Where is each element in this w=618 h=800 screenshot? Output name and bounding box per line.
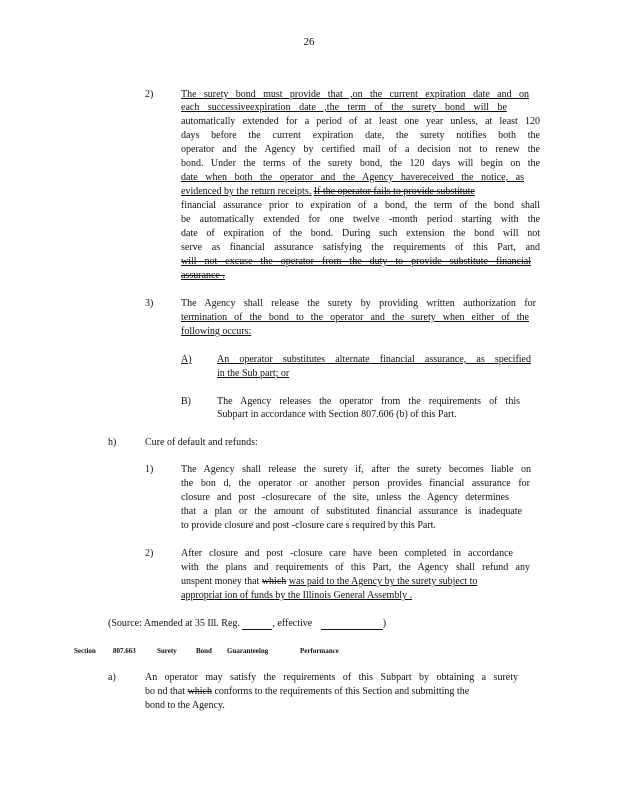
item-2-line: bond. Under the terms of the surety bond, the 120 days will begin on the bbox=[181, 158, 540, 169]
item-2-line: operator and the Agency by certified mail of a decision not to renew the bbox=[181, 144, 540, 155]
section-title-word: Bond bbox=[196, 647, 212, 655]
source-mid: , effective bbox=[272, 618, 313, 629]
section-a-label: a) bbox=[108, 672, 116, 683]
h-item-1-line: the bon d, the operator or another person provides financial assurance for bbox=[181, 478, 530, 489]
h-item-1-line: to provide closure and post -closure care s required by this Part. bbox=[181, 520, 436, 531]
section-a-line: bond to the Agency. bbox=[145, 700, 225, 711]
section-title-word: Guaranteeing bbox=[227, 647, 269, 655]
item-2-line: The surety bond must provide that ,on the current expiration date and on bbox=[181, 89, 529, 100]
h-item-2-struck: which bbox=[261, 576, 287, 587]
item-2-line: be automatically extended for one twelve -month period starting with the bbox=[181, 214, 540, 225]
section-a-text: bo nd that bbox=[145, 686, 185, 697]
h-item-1-line: that a plan or the amount of substituted financial assurance is inadequate bbox=[181, 506, 522, 517]
item-2-line: financial assurance prior to expiration of a bond, the term of the bond shall bbox=[181, 200, 540, 211]
item-2-line: date when both the operator and the Agency havereceived the notice, as bbox=[181, 172, 524, 183]
h-item-2-line: with the plans and requirements of this Part, the Agency shall refund any bbox=[181, 562, 530, 573]
item-2-label: 2) bbox=[145, 89, 154, 100]
h-item-2-text: unspent money that bbox=[181, 576, 260, 587]
item-3-line: following occurs: bbox=[181, 326, 252, 337]
item-2-line-underlined: evidenced by the return receipts. bbox=[181, 186, 312, 197]
section-a-text: conforms to the requirements of this Section and submitting the bbox=[214, 686, 470, 697]
source-prefix: (Source: Amended at 35 Ill. Reg. bbox=[108, 618, 240, 629]
h-item-2-line bbox=[181, 575, 532, 588]
h-item-2-label: 2) bbox=[145, 548, 154, 559]
item-3a-line: in the Sub part; or bbox=[217, 368, 290, 379]
h-item-2-line: appropriat ion of funds by the Illinois General Assembly . bbox=[181, 590, 413, 601]
h-item-2-fragment bbox=[181, 575, 477, 588]
section-a-struck: which bbox=[187, 686, 212, 697]
h-label: h) bbox=[108, 437, 117, 448]
section-a-line: An operator may satisfy the requirements of this Subpart by obtaining a surety bbox=[145, 672, 518, 683]
item-3-line: The Agency shall release the surety by providing written authorization for bbox=[181, 298, 536, 309]
source-reg-blank bbox=[242, 619, 272, 630]
section-a-fragment bbox=[145, 685, 469, 698]
item-3-label: 3) bbox=[145, 298, 154, 309]
item-3a-label bbox=[181, 353, 192, 366]
item-2-line: automatically extended for a period of at least one year unless, at least 120 bbox=[181, 116, 540, 127]
item-3a-label-text: A) bbox=[181, 354, 192, 365]
item-2-line: will not excuse the operator from the duty to provide substitute financial bbox=[181, 256, 531, 267]
h-item-1-line: The Agency shall release the surety if, after the surety becomes liable on bbox=[181, 464, 531, 475]
section-title-word: Performance bbox=[300, 647, 339, 655]
item-2-line bbox=[181, 185, 475, 198]
source-suffix: ) bbox=[382, 618, 387, 629]
h-item-2-inserted: was paid to the Agency by the surety subject to bbox=[288, 576, 478, 587]
item-2-line: serve as financial assurance satisfying the requirements of this Part, and bbox=[181, 242, 540, 253]
h-item-2-line: After closure and post -closure care have been completed in accordance bbox=[181, 548, 513, 559]
item-2-line: each successiveexpiration date ,the term of the surety bond will be bbox=[181, 102, 507, 113]
h-title: Cure of default and refunds: bbox=[145, 437, 258, 448]
item-2-line-struck: If the operator fails to provide substitute bbox=[313, 186, 475, 197]
h-item-1-line: closure and post -closurecare of the site, unless the Agency determines bbox=[181, 492, 509, 503]
item-3b-line: The Agency releases the operator from the requirements of this bbox=[217, 396, 520, 407]
source-note bbox=[108, 617, 386, 630]
item-3a-line: An operator substitutes alternate financial assurance, as specified bbox=[217, 354, 531, 365]
source-date-blank bbox=[321, 619, 383, 630]
section-word: Section bbox=[74, 647, 96, 655]
item-2-line: days before the current expiration date, the surety notifies both the bbox=[181, 130, 540, 141]
item-2-line: date of expiration of the bond. During such extension the bond will not bbox=[181, 228, 540, 239]
section-title-word: Surety bbox=[157, 647, 177, 655]
item-3-line: termination of the bond to the operator and the surety when either of the bbox=[181, 312, 529, 323]
section-a-line bbox=[145, 685, 525, 698]
item-2-line: assurance . bbox=[181, 270, 225, 281]
page-number: 26 bbox=[303, 36, 315, 48]
h-item-1-label: 1) bbox=[145, 464, 154, 475]
item-3b-line: Subpart in accordance with Section 807.606 (b) of this Part. bbox=[217, 409, 457, 420]
section-number: 807.663 bbox=[113, 647, 136, 655]
item-3b-label: B) bbox=[181, 396, 191, 407]
